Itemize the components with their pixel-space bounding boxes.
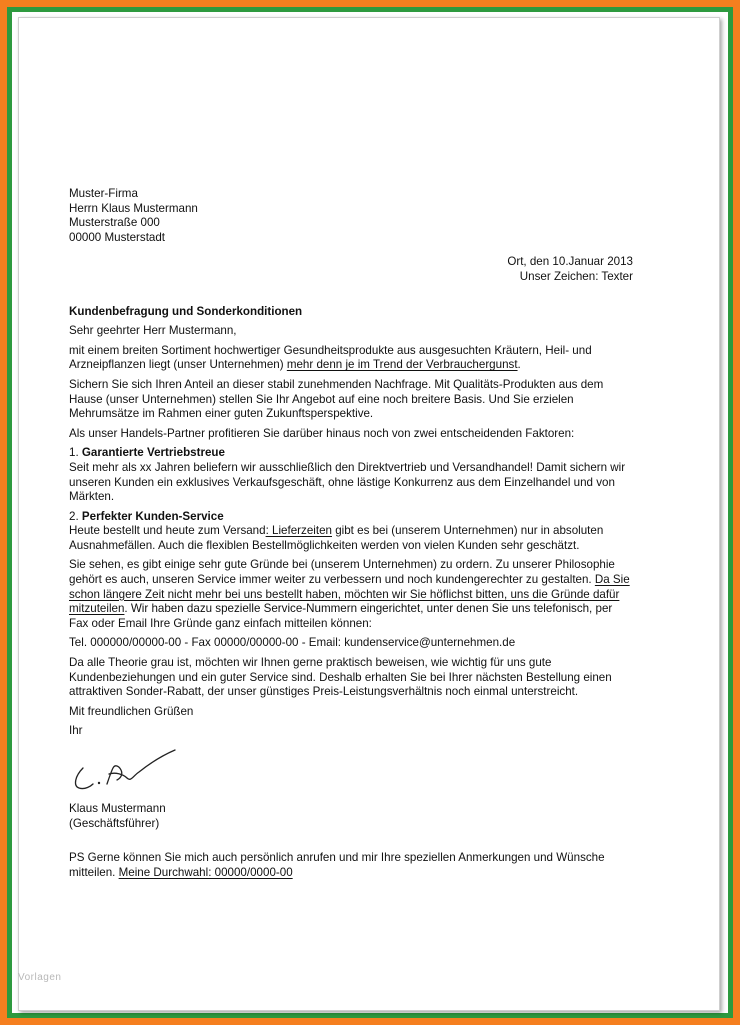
recipient-company: Muster-Firma (69, 187, 138, 200)
reference-line: Unser Zeichen: Texter (519, 269, 633, 283)
paragraph-1-end: . (517, 358, 521, 372)
point-1 (69, 446, 633, 504)
contact-line: Tel. 000000/00000-00 - Fax 00000/00000-00 - Email: kundenservice@unternehmen.de (69, 636, 516, 650)
paragraph-1 (69, 344, 633, 373)
point-2-text: Heute bestellt und heute zum Versand (69, 524, 266, 538)
paragraph-5: Da alle Theorie grau ist, möchten wir Ihnen gerne praktisch beweisen, wie wichtig für uns gute Kundenbeziehungen und ein guter Service sind. Deshalb erhalten Sie bei Ihrer nächsten Bestellung einen attraktiven Sonder-Rabatt, der unser günstiges Preis-Leistungsverhältnis noch einmal unterstreicht. (69, 656, 612, 699)
watermark: Vorlagen (18, 972, 62, 983)
date-block (69, 255, 633, 284)
recipient-address (69, 187, 633, 245)
closing: Mit freundlichen Grüßen (69, 704, 194, 718)
signature (69, 744, 633, 802)
recipient-city: 00000 Musterstadt (69, 230, 166, 244)
postscript (69, 851, 633, 880)
recipient-name: Herrn Klaus Mustermann (69, 201, 198, 215)
salutation: Sehr geehrter Herr Mustermann, (69, 324, 237, 338)
paragraph-4-underlined: Da Sie schon längere Zeit nicht mehr bei uns bestellt haben, möchten wir Sie höflichst bitten, uns die Gründe dafür mitzuteilen (69, 573, 630, 616)
paragraph-4-end: . Wir haben dazu spezielle Service-Nummern eingerichtet, unter denen Sie uns telefonisch, per Fax oder Email Ihre Gründe ganz einfach mitteilen können: (69, 602, 613, 630)
letter-body (69, 187, 633, 885)
paragraph-3: Als unser Handels-Partner profitieren Sie darüber hinaus noch von zwei entscheidenden Faktoren: (69, 426, 575, 440)
recipient-street: Musterstraße 000 (69, 216, 160, 230)
signer-role: (Geschäftsführer) (69, 816, 160, 830)
signature-icon (69, 748, 189, 800)
point-1-text: Seit mehr als xx Jahren beliefern wir ausschließlich den Direktvertrieb und Versandhandel! Damit sichern wir unseren Kunden ein exklusives Verkaufsgeschäft, ohne lästige Konkurrenz aus dem Einzelhandel und von Märkten. (69, 460, 626, 504)
point-2-text-end: gibt es bei (unserem Unternehmen) nur in absoluten Ausnahmefällen. Auch die flexiblen Bestellmöglichkeiten werden von vielen Kunden sehr geschätzt. (69, 524, 604, 552)
postscript-underlined: Meine Durchwahl: 00000/0000-00 (118, 865, 293, 879)
paragraph-4-text: Sie sehen, es gibt einige sehr gute Gründe bei (unserem Unternehmen) zu ordern. Zu unserer Philosophie gehört es auch, unseren Service immer weiter zu verbessern und noch kundengerechter zu gestalten. (69, 558, 615, 587)
point-2 (69, 510, 633, 554)
signer-name: Klaus Mustermann (69, 802, 166, 815)
postscript-text: PS Gerne können Sie mich auch persönlich anrufen und mir Ihre speziellen Anmerkungen und Wünsche mitteilen. (69, 851, 605, 879)
closing-ihr: Ihr (69, 724, 83, 738)
paragraph-1-underlined: mehr denn je im Trend der Verbrauchergunst (286, 358, 518, 372)
point-2-title: Perfekter Kunden-Service (81, 509, 224, 523)
paragraph-2: Sichern Sie sich Ihren Anteil an dieser stabil zunehmenden Nachfrage. Mit Qualitäts-Produkten aus dem Hause (unser Unternehmen) stellen Sie Ihr Angebot auf eine noch breitere Basis. Und Sie erzielen Mehrumsätze im Rahmen einer guten Zukunftsperspektive. (69, 377, 604, 421)
paragraph-4 (69, 558, 633, 631)
paragraph-1-text: mit einem breiten Sortiment hochwertiger Gesundheitsprodukte aus ausgesuchten Kräutern, Heil- und Arzneipflanzen liegt (unser Unternehmen) (69, 343, 592, 372)
point-2-number: 2. (69, 509, 82, 523)
date-line: Ort, den 10.Januar 2013 (507, 255, 633, 269)
point-1-number: 1. (69, 446, 82, 460)
point-1-title: Garantierte Vertriebstreue (81, 446, 225, 460)
subject-line: Kundenbefragung und Sonderkonditionen (69, 304, 303, 318)
point-2-underlined: : Lieferzeiten (265, 524, 332, 538)
